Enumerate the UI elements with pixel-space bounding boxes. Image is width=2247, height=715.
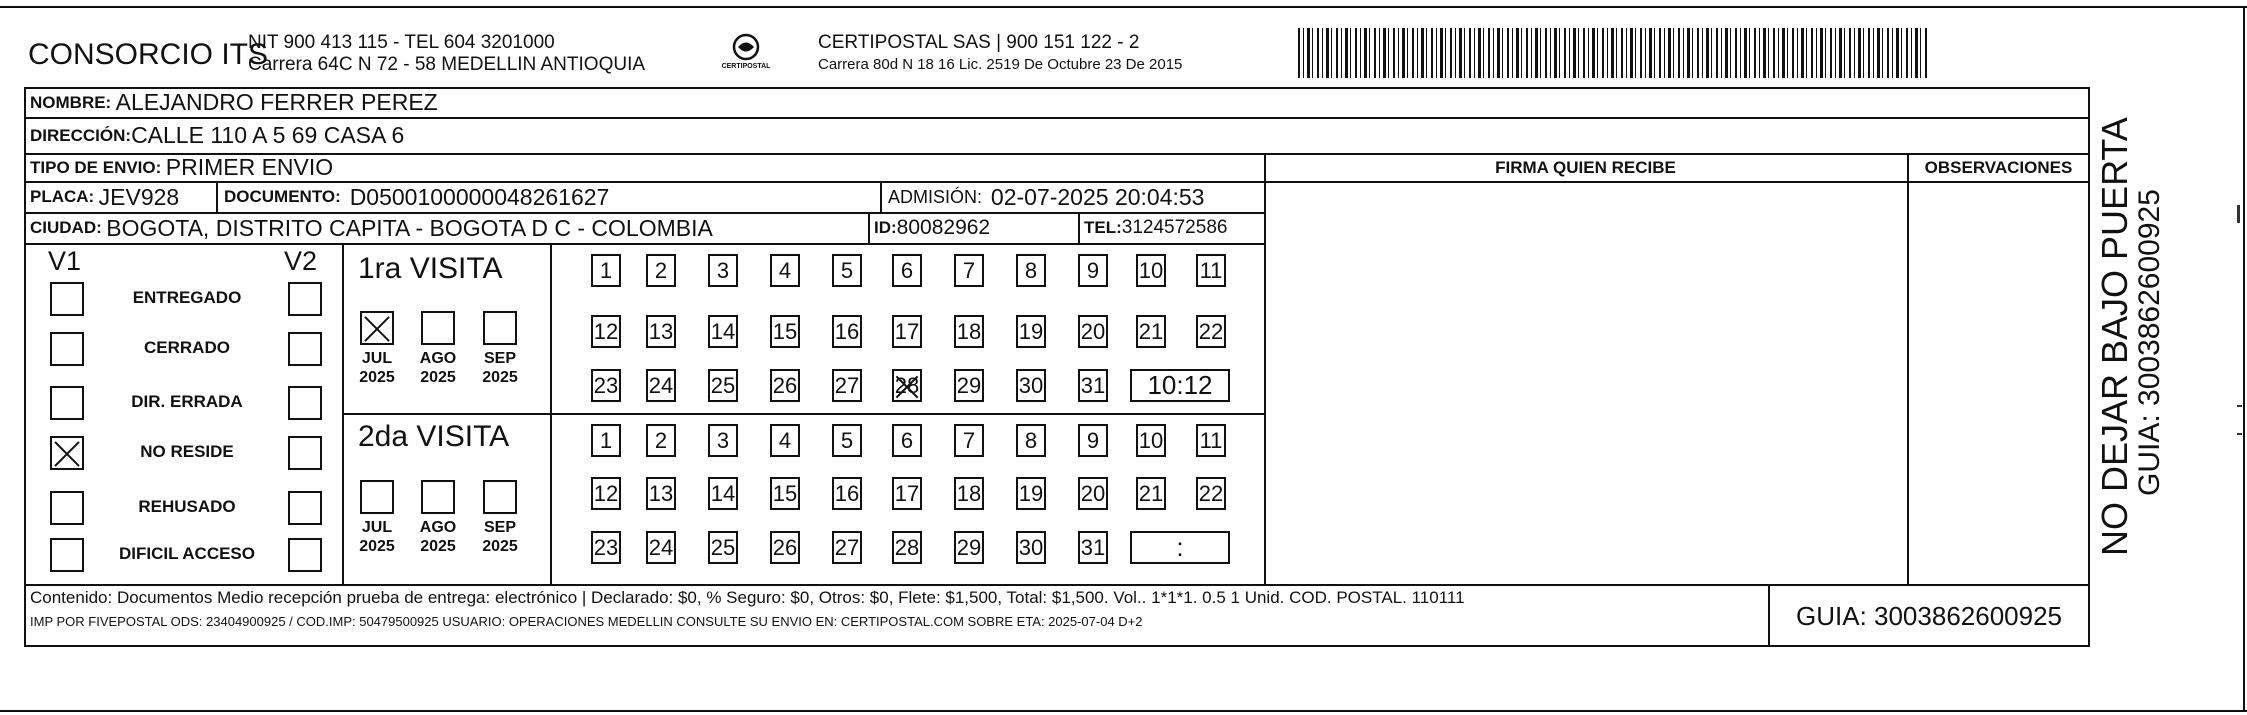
status-label: DIFICIL ACCESO	[118, 544, 255, 563]
day-box[interactable]: 26	[770, 531, 800, 564]
v2-checkbox[interactable]	[288, 386, 322, 420]
day-box[interactable]: 6	[892, 254, 922, 287]
month-label	[475, 349, 525, 387]
v2-checkbox[interactable]	[288, 538, 322, 572]
day-box[interactable]: 4	[770, 254, 800, 287]
tel-value: 3124572586	[1121, 217, 1228, 238]
admision-value: 02-07-2025 20:04:53	[990, 183, 1205, 210]
side-guia: GUIA: 3003862600925	[2133, 189, 2166, 496]
footer-content: Contenido: Documentos Medio recepción prueba de entrega: electrónico | Declarado: $0, % Seguro: $0, Otros: $0, Flete: $1,500, Total: $1,500. Vol.. 1*1*1. 0.5 1 Unid. COD. POSTAL. 110111	[30, 588, 1465, 607]
day-box[interactable]: 11	[1196, 424, 1226, 457]
day-box[interactable]: 28	[892, 531, 922, 564]
month-checkbox[interactable]	[421, 480, 455, 514]
month-name: AGO	[419, 350, 457, 367]
tel-label: TEL:	[1084, 218, 1122, 237]
day-box[interactable]: 1	[591, 254, 621, 287]
day-box[interactable]: 27	[832, 369, 862, 402]
month-label	[413, 349, 463, 387]
day-box[interactable]: 12	[591, 477, 621, 510]
v1-checkbox[interactable]	[50, 436, 84, 470]
day-box[interactable]: 30	[1016, 531, 1046, 564]
day-box[interactable]: 22	[1196, 477, 1226, 510]
day-box[interactable]: 8	[1016, 424, 1046, 457]
month-name: AGO	[419, 519, 457, 536]
ciudad-label: CIUDAD:	[30, 218, 102, 237]
day-box[interactable]: 17	[892, 315, 922, 348]
month-year: 2025	[420, 369, 456, 386]
month-checkbox[interactable]	[421, 311, 455, 345]
day-box[interactable]: 20	[1078, 477, 1108, 510]
tipo-value: PRIMER ENVIO	[165, 154, 334, 180]
admision-cell	[888, 182, 1204, 212]
day-box[interactable]: 2	[646, 424, 676, 457]
v1-checkbox[interactable]	[50, 386, 84, 420]
v2-checkbox[interactable]	[288, 282, 322, 316]
placa-label: PLACA:	[30, 187, 95, 206]
day-box[interactable]: 29	[954, 369, 984, 402]
day-box[interactable]: 11	[1196, 254, 1226, 287]
day-box[interactable]: 9	[1078, 424, 1108, 457]
month-name: JUL	[361, 519, 393, 536]
day-box[interactable]: 9	[1078, 254, 1108, 287]
month-year: 2025	[359, 369, 395, 386]
day-box[interactable]: 4	[770, 424, 800, 457]
day-box[interactable]: 15	[770, 315, 800, 348]
day-box[interactable]: 10	[1136, 424, 1166, 457]
day-box[interactable]: 24	[646, 369, 676, 402]
day-box[interactable]: 23	[591, 369, 621, 402]
day-box[interactable]: 5	[832, 424, 862, 457]
day-box[interactable]: 20	[1078, 315, 1108, 348]
day-box[interactable]: 14	[708, 315, 738, 348]
month-label	[352, 349, 402, 387]
month-name: SEP	[483, 350, 516, 367]
month-checkbox[interactable]	[483, 480, 517, 514]
top-border	[0, 6, 2247, 8]
footer-printinfo: IMP POR FIVEPOSTAL ODS: 23404900925 / COD.IMP: 50479500925 USUARIO: OPERACIONES MEDELLIN CONSULTE SU ENVIO EN: CERTIPOSTAL.COM SOBRE ETA: 2025-07-04 D+2	[30, 614, 1143, 629]
day-box[interactable]: 16	[832, 477, 862, 510]
month-label	[413, 518, 463, 556]
firma-header: FIRMA QUIEN RECIBE	[1495, 157, 1676, 177]
day-box[interactable]: 18	[954, 315, 984, 348]
direccion-row	[30, 118, 404, 153]
month-label	[352, 518, 402, 556]
v1-checkbox[interactable]	[50, 282, 84, 316]
status-label: DIR. ERRADA	[131, 392, 243, 411]
status-label: REHUSADO	[138, 497, 236, 516]
day-box[interactable]: 14	[708, 477, 738, 510]
id-value: 80082962	[896, 216, 991, 239]
day-box[interactable]: 2	[646, 254, 676, 287]
status-label: NO RESIDE	[140, 442, 234, 461]
day-box[interactable]: 10	[1136, 254, 1166, 287]
day-box[interactable]: 27	[832, 531, 862, 564]
month-label	[475, 518, 525, 556]
documento-label: DOCUMENTO:	[224, 187, 341, 206]
status-label: CERRADO	[144, 338, 230, 357]
direccion-value: CALLE 110 A 5 69 CASA 6	[131, 122, 405, 148]
v1-label: V1	[48, 246, 82, 276]
company-address: Carrera 64C N 72 - 58 MEDELLIN ANTIOQUIA	[248, 54, 646, 75]
visit1-title: 1ra VISITA	[358, 252, 503, 285]
footer-guia: GUIA: 3003862600925	[1796, 600, 2062, 631]
day-box[interactable]: 15	[770, 477, 800, 510]
v1-checkbox[interactable]	[50, 491, 84, 525]
id-label: ID:	[874, 218, 897, 237]
day-box[interactable]: 31	[1078, 531, 1108, 564]
day-box[interactable]: 7	[954, 254, 984, 287]
tel-cell	[1084, 213, 1227, 243]
v1-checkbox[interactable]	[50, 332, 84, 366]
nombre-label: NOMBRE:	[30, 92, 112, 112]
day-box[interactable]: 16	[832, 315, 862, 348]
ciudad-value: BOGOTA, DISTRITO CAPITA - BOGOTA D C - COLOMBIA	[106, 214, 713, 241]
day-box[interactable]: 31	[1078, 369, 1108, 402]
month-checkbox[interactable]	[360, 480, 394, 514]
nombre-value: ALEJANDRO FERRER PEREZ	[115, 89, 438, 115]
month-checkbox[interactable]	[483, 311, 517, 345]
side-warning: NO DEJAR BAJO PUERTA	[2094, 117, 2135, 556]
day-box[interactable]: 3	[708, 254, 738, 287]
v2-checkbox[interactable]	[288, 491, 322, 525]
month-year: 2025	[482, 369, 518, 386]
certipostal-logo-icon	[716, 30, 776, 80]
day-box[interactable]: 5	[832, 254, 862, 287]
status-label: ENTREGADO	[132, 288, 242, 307]
month-name: SEP	[483, 519, 516, 536]
day-box[interactable]: 13	[646, 315, 676, 348]
id-cell	[874, 213, 990, 243]
right-border	[2243, 6, 2245, 712]
visit2-title: 2da VISITA	[358, 420, 510, 453]
day-box[interactable]: 25	[708, 531, 738, 564]
day-box[interactable]: 21	[1136, 315, 1166, 348]
month-year: 2025	[420, 538, 456, 555]
day-box[interactable]: 21	[1136, 477, 1166, 510]
day-box[interactable]: 24	[646, 531, 676, 564]
v2-checkbox[interactable]	[288, 332, 322, 366]
certipostal-logo	[716, 30, 776, 80]
logo-text: CERTIPOSTAL	[721, 63, 771, 70]
nombre-row	[30, 88, 438, 117]
tipo-row	[30, 154, 333, 181]
day-box[interactable]: 26	[770, 369, 800, 402]
side-text	[2096, 117, 2166, 556]
month-year: 2025	[482, 538, 518, 555]
day-box[interactable]: 28	[892, 369, 922, 402]
v1-checkbox[interactable]	[50, 538, 84, 572]
month-checkbox[interactable]	[360, 311, 394, 345]
courier-line1: CERTIPOSTAL SAS | 900 151 122 - 2	[818, 32, 1140, 53]
day-box[interactable]: 7	[954, 424, 984, 457]
day-box[interactable]: 25	[708, 369, 738, 402]
day-box[interactable]: 3	[708, 424, 738, 457]
day-box[interactable]: 18	[954, 477, 984, 510]
ciudad-cell	[30, 213, 713, 243]
placa-cell	[30, 182, 179, 212]
documento-value: D0500100000048261627	[349, 183, 610, 210]
courier-line2: Carrera 80d N 18 16 Lic. 2519 De Octubre 23 De 2015	[818, 56, 1183, 73]
observaciones-header: OBSERVACIONES	[1924, 157, 2073, 177]
company-line1: NIT 900 413 115 - TEL 604 3201000	[248, 32, 555, 53]
tipo-label: TIPO DE ENVIO:	[30, 157, 162, 177]
day-box[interactable]: 19	[1016, 315, 1046, 348]
admision-label: ADMISIÓN:	[888, 186, 983, 207]
day-box[interactable]: 30	[1016, 369, 1046, 402]
v2-checkbox[interactable]	[288, 436, 322, 470]
day-box[interactable]: 19	[1016, 477, 1046, 510]
month-name: JUL	[361, 350, 393, 367]
time-box[interactable]: 10:12	[1130, 369, 1230, 402]
placa-value: JEV928	[98, 183, 180, 210]
day-box[interactable]: 29	[954, 531, 984, 564]
documento-cell	[224, 182, 609, 212]
day-box[interactable]: 8	[1016, 254, 1046, 287]
barcode	[1298, 28, 1928, 78]
day-box[interactable]: 6	[892, 424, 922, 457]
day-box[interactable]: 22	[1196, 315, 1226, 348]
company-name: CONSORCIO ITS	[28, 38, 269, 71]
day-box[interactable]: 12	[591, 315, 621, 348]
time-box[interactable]: :	[1130, 531, 1230, 564]
day-box[interactable]: 1	[591, 424, 621, 457]
day-box[interactable]: 23	[591, 531, 621, 564]
month-year: 2025	[359, 538, 395, 555]
day-box[interactable]: 17	[892, 477, 922, 510]
direccion-label: DIRECCIÓN:	[30, 125, 132, 145]
bottom-border	[0, 710, 2247, 712]
day-box[interactable]: 13	[646, 477, 676, 510]
v2-label: V2	[284, 246, 318, 276]
